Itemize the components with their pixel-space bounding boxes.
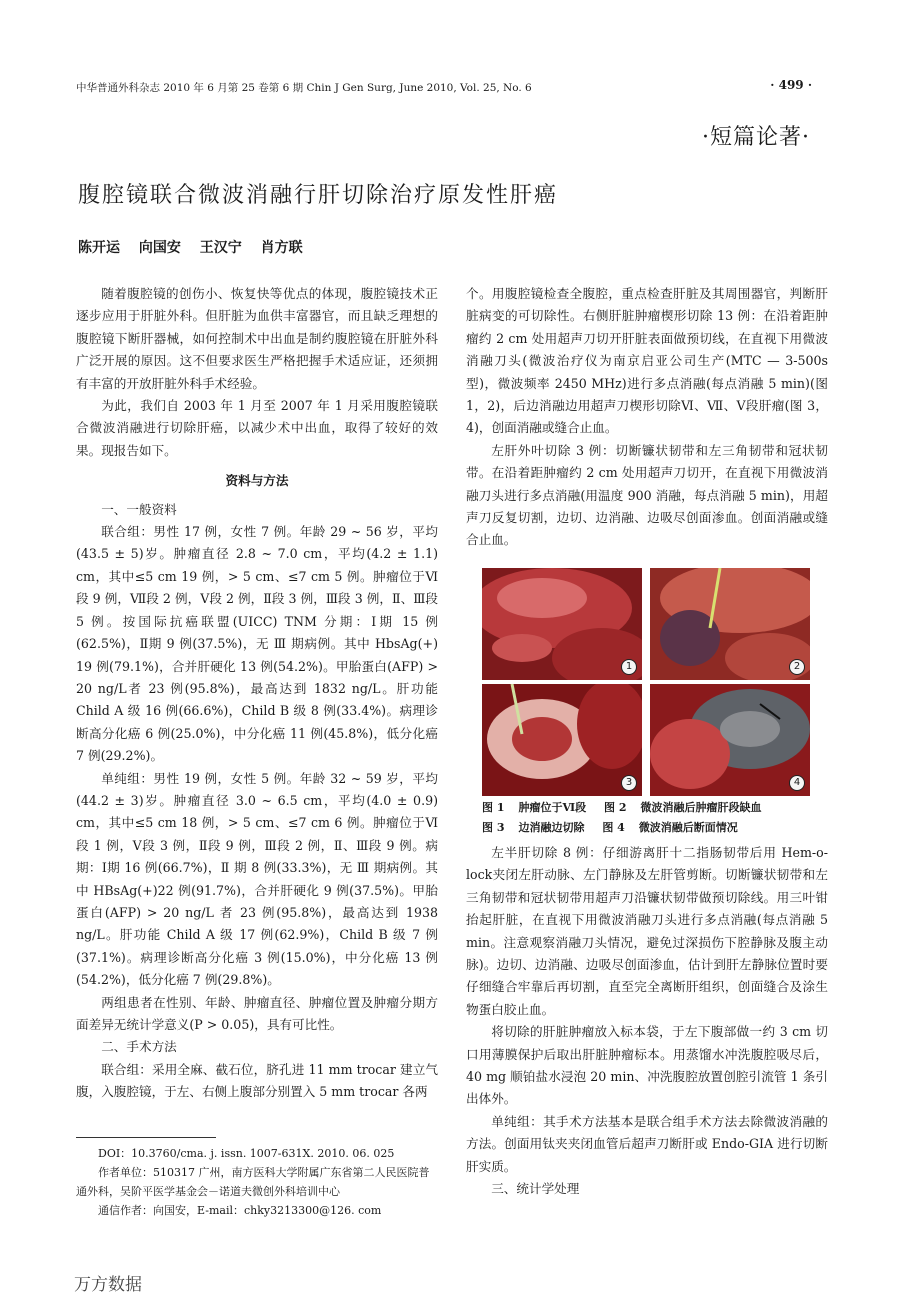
article-title: 腹腔镜联合微波消融行肝切除治疗原发性肝癌 <box>78 183 559 208</box>
figure-3-number: 3 <box>621 775 637 791</box>
right-paragraph-2: 左肝外叶切除 3 例：切断镰状韧带和左三角韧带和冠状韧带。在沿着距肿瘤约 2 cm 处用超声刀切开，在直视下用微波消融刀头进行多点消融(用温度 900 消融，每点消融 5 min)，用超声刀反复切割，边切、边消融、边吸尽创面渗血。创面消融或缝合止血。 <box>466 442 828 548</box>
method-paragraph: 联合组：采用全麻、截石位，脐孔进 11 mm trocar 建立气腹，入腹腔镜，于左、右侧上腹部分别置入 5 mm trocar 各两 <box>76 1061 438 1100</box>
figure-4-image <box>650 684 810 796</box>
subheading-surgery: 二、手术方法 <box>101 1039 177 1055</box>
caption-3-text: 边消融边切除 <box>518 821 585 834</box>
caption-2-label: 图 2 <box>603 801 627 814</box>
figure-captions <box>482 798 822 838</box>
right-paragraph-4: 将切除的肝脏肿瘤放入标本袋，于左下腹部做一约 3 cm 切口用薄膜保护后取出肝脏肿瘤标本。用蒸馏水冲洗腹腔吸尽后，40 mg 顺铂盐水浸泡 20 min、冲洗腹腔放置创腔引流管 1 条引出体外。 <box>466 1024 828 1107</box>
figure-1-image <box>482 568 642 680</box>
caption-row-1 <box>482 798 822 818</box>
right-column-top <box>466 283 828 552</box>
figure-2-number: 2 <box>789 659 805 675</box>
figure-3-image <box>482 684 642 796</box>
figure-1-number: 1 <box>621 659 637 675</box>
caption-1-text: 肿瘤位于Ⅵ段 <box>518 801 587 814</box>
caption-2-text: 微波消融后肿瘤肝段缺血 <box>640 801 762 814</box>
caption-row-2 <box>482 818 822 838</box>
section-label: ·短篇论著· <box>702 125 810 150</box>
footnote-doi: DOI：10.3760/cma. j. issn. 1007-631X. 2010. 06. 025 <box>98 1147 395 1160</box>
footnote-contact: 通信作者：向国安，E-mail：chky3213300@126. com <box>98 1204 382 1217</box>
subheading-general: 一、一般资料 <box>101 501 177 517</box>
watermark: 万方数据 <box>74 1275 142 1295</box>
simple-group-paragraph: 单纯组：男性 19 例，女性 5 例。年龄 32 ~ 59 岁，平均(44.2 ± 3)岁。肿瘤直径 3.0 ~ 6.5 cm，平均(4.0 ± 0.9) cm，其中≤5 cm 18 例，> 5 cm、≤7 cm 6 例。肿瘤位于Ⅵ段 1 例，Ⅴ段 3 例，Ⅱ段 9 例，Ⅲ段 2 例，Ⅱ、Ⅲ段 9 例。病期：Ⅰ期 16 例(66.7%)，Ⅱ 期 8 例(33.3%)，无 Ⅲ 期病例。其中 HBsAg(+)22 例(91.7%)，合并肝硬化 9 例(37.5%)。甲胎蛋白(AFP) > 20 ng/L 者 23 例(95.8%)，最高达到 1938 ng/L。肝功能 Child A 级 17 例(62.9%)，Child B 级 7 例(37.1%)。病理诊断高分化癌 3 例(15.0%)，中分化癌 13 例(54.2%)，低分化癌 7 例(29.8%)。 <box>76 770 438 988</box>
footnote-divider <box>76 1137 216 1138</box>
comparison-paragraph: 两组患者在性别、年龄、肿瘤直径、肿瘤位置及肿瘤分期方面差异无统计学意义(P > 0.05)，具有可比性。 <box>76 994 438 1032</box>
figure-2-image <box>650 568 810 680</box>
combined-group-paragraph: 联合组：男性 17 例，女性 7 例。年龄 29 ~ 56 岁，平均(43.5 ± 5)岁。肿瘤直径 2.8 ~ 7.0 cm，平均(4.2 ± 1.1) cm，其中≤5 cm 19 例，> 5 cm、≤7 cm 5 例。肿瘤位于Ⅵ段 9 例，Ⅶ段 2 例，Ⅴ段 2 例，Ⅱ段 3 例，Ⅲ段 3 例，Ⅱ、Ⅲ段 5 例。按国际抗癌联盟(UICC) TNM 分期：Ⅰ期 15 例(62.5%)，Ⅱ期 9 例(37.5%)，无 Ⅲ 期病例。其中 HbsAg(+) 19 例(79.1%)，合并肝硬化 13 例(54.2%)。甲胎蛋白(AFP) > 20 ng/L者 23 例(95.8%)，最高达到 1832 ng/L。肝功能 Child A 级 16 例(66.6%)，Child B 级 8 例(33.4%)。病理诊断高分化癌 6 例(25.0%)，中分化癌 11 例(45.8%)，低分化癌 7 例(29.2%)。 <box>76 524 438 764</box>
figure-4-number: 4 <box>789 775 805 791</box>
left-column <box>76 283 438 1104</box>
caption-4-text: 微波消融后断面情况 <box>638 821 738 834</box>
intro-paragraph-2: 为此，我们自 2003 年 1 月至 2007 年 1 月采用腹腔镜联合微波消融进行切除肝癌，以减少术中出血，取得了较好的效果。现报告如下。 <box>76 398 438 458</box>
intro-paragraph-1: 随着腹腔镜的创伤小、恢复快等优点的体现，腹腔镜技术正逐步应用于肝脏外科。但肝脏为血供丰富器官，而且缺乏理想的腹腔镜下断肝器械，如何控制术中出血是制约腹腔镜在肝脏外科广泛开展的原因。这不但要求医生严格把握手术适应证，还须拥有丰富的开放肝脏外科手术经验。 <box>76 286 438 391</box>
page-number: · 499 · <box>770 78 812 92</box>
author-list: 陈开运 向国安 王汉宁 肖方联 <box>78 240 303 256</box>
right-paragraph-1: 个。用腹腔镜检查全腹腔，重点检查肝脏及其周围器官，判断肝脏病变的可切除性。右侧肝脏肿瘤楔形切除 13 例：在沿着距肿瘤约 2 cm 处用超声刀切开肝脏表面做预切线，在直视下用微波消融刀头(微波治疗仪为南京启亚公司生产(MTC — 3-500s 型)，微波频率 2450 MHz)进行多点消融(每点消融 5 min)(图 1，2)，后边消融边用超声刀楔形切除Ⅵ、Ⅶ、Ⅴ段肝瘤(图 3，4)，创面消融或缝合止血。 <box>466 286 828 436</box>
subheading-statistics: 三、统计学处理 <box>491 1181 580 1197</box>
footnote-unit: 作者单位：510317 广州，南方医科大学附属广东省第二人民医院普通外科，吴阶平医学基金会－诺道夫微创外科培训中心 <box>76 1166 430 1198</box>
right-paragraph-3: 左半肝切除 8 例：仔细游离肝十二指肠韧带后用 Hem-o-lock夹闭左肝动脉、左门静脉及左肝管剪断。切断镰状韧带和左三角韧带和冠状韧带用超声刀沿镰状韧带做预切除线。用三叶钳抬起肝脏，在直视下用微波消融刀头进行多点消融(每点消融 5 min。注意观察消融刀头情况，避免过深损伤下腔静脉及腹主动脉)。边切、边消融、边吸尽创面渗血，估计到肝左静脉位置时要仔细缝合牢靠后再切割，直至完全离断肝组织，创面缝合及涂生物蛋白胶止血。 <box>466 845 828 1017</box>
section-heading: 资料与方法 <box>225 473 289 489</box>
footnotes <box>76 1144 438 1220</box>
right-paragraph-5: 单纯组：其手术方法基本是联合组手术方法去除微波消融的方法。创面用钛夹夹闭血管后超声刀断肝或 Endo-GIA 进行切断肝实质。 <box>466 1113 828 1174</box>
caption-1-label: 图 1 <box>482 801 505 814</box>
right-column-bottom <box>466 842 828 1201</box>
caption-4-label: 图 4 <box>602 821 625 834</box>
journal-citation: 中华普通外科杂志 2010 年 6 月第 25 卷第 6 期 Chin J Gen Surg, June 2010, Vol. 25, No. 6 <box>76 82 532 94</box>
caption-3-label: 图 3 <box>482 821 505 834</box>
figure-panel <box>482 568 810 794</box>
